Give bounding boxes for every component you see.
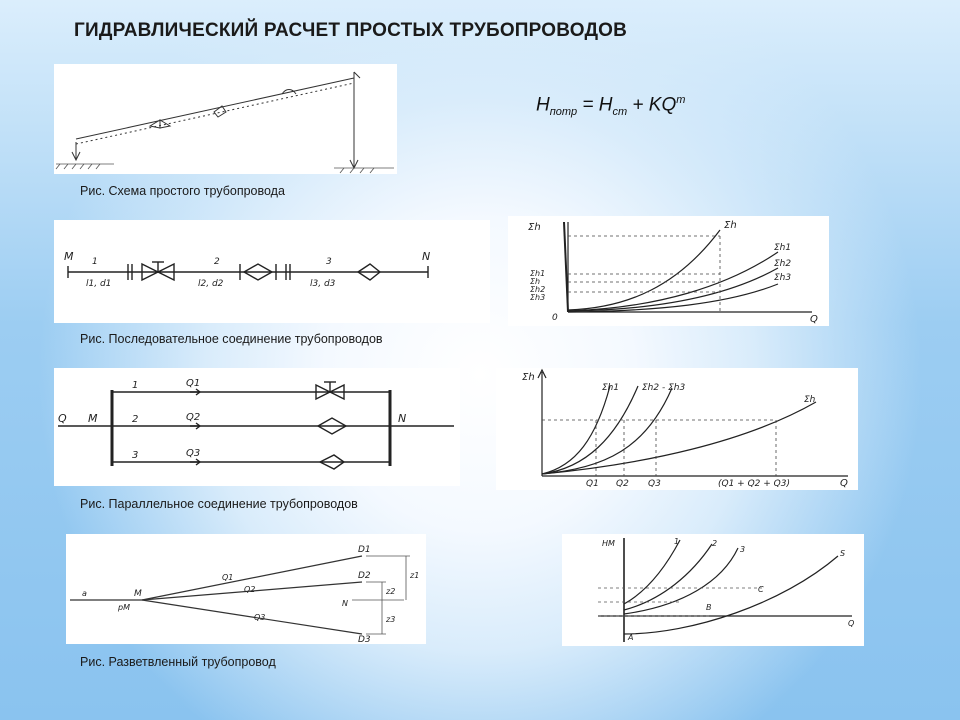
parallel-branch-1: 1 — [132, 380, 139, 391]
series-pipe-3: 3 — [326, 257, 332, 267]
branched-end-d2: D2 — [358, 571, 371, 581]
branched-chart-curve-1: 1 — [674, 537, 680, 546]
parallel-flow-q: Q — [58, 412, 67, 425]
parallel-chart-x-axis: Q — [840, 478, 848, 489]
formula: $H_{потр} = H_{ст} + KQ^m$ — [536, 94, 686, 119]
series-chart-diagram — [508, 216, 829, 326]
series-chart-curve-total: Σh — [724, 220, 737, 231]
parallel-chart-curve-total: Σh — [804, 395, 816, 405]
branched-chart-curve-3: 3 — [740, 545, 746, 554]
series-chart-origin: 0 — [552, 313, 558, 323]
parallel-chart-x-sum: (Q1 + Q2 + Q3) — [718, 479, 790, 489]
series-chart-figure — [508, 216, 829, 326]
series-pipe-2: 2 — [214, 257, 220, 267]
branched-node-a: a — [82, 589, 87, 598]
parallel-chart-x-q1: Q1 — [586, 479, 599, 489]
branched-chart-x-axis: Q — [848, 619, 855, 628]
branched-chart-curve-s: S — [840, 549, 846, 558]
series-node-m: M — [64, 250, 74, 263]
series-chart-x-axis: Q — [810, 314, 818, 325]
branched-end-d3: D3 — [358, 635, 371, 644]
caption-parallel: Рис. Параллельное соединение трубопроводов — [80, 497, 358, 511]
branched-chart-point-a: A — [628, 633, 634, 642]
branched-height-z2: z2 — [386, 587, 396, 596]
parallel-chart-figure — [496, 368, 858, 490]
parallel-flow-q2: Q2 — [186, 412, 201, 423]
parallel-chart-curve-1: Σh1 — [602, 383, 620, 393]
branched-flow-q1: Q1 — [222, 573, 234, 582]
branched-scheme-diagram — [66, 534, 426, 644]
caption-series: Рис. Последовательное соединение трубопроводов — [80, 332, 383, 346]
parallel-chart-y-top: Σh — [522, 372, 535, 383]
series-scheme-figure — [54, 220, 490, 323]
branched-pressure-m: pM — [118, 603, 130, 612]
branched-height-z3: z3 — [386, 615, 396, 624]
parallel-scheme-diagram — [54, 368, 460, 486]
branched-chart-point-b: B — [706, 603, 712, 612]
series-chart-y-2: Σh — [530, 277, 541, 286]
series-chart-y-top: Σh — [528, 222, 541, 233]
simple-pipeline-figure — [54, 64, 397, 174]
branched-chart-y-top: HM — [602, 539, 615, 548]
parallel-chart-x-q2: Q2 — [616, 479, 629, 489]
caption-simple-pipeline: Рис. Схема простого трубопровода — [80, 184, 285, 198]
parallel-flow-q3: Q3 — [186, 448, 201, 459]
series-chart-curve-3: Σh3 — [774, 273, 792, 283]
caption-branched: Рис. Разветвленный трубопровод — [80, 655, 276, 669]
simple-pipeline-diagram — [54, 64, 397, 174]
series-pipe-2-params: l2, d2 — [198, 279, 224, 289]
parallel-chart-diagram — [496, 368, 858, 490]
parallel-scheme-figure — [54, 368, 460, 486]
parallel-node-n: N — [398, 412, 407, 425]
branched-chart-figure — [562, 534, 864, 646]
parallel-branch-3: 3 — [132, 450, 139, 461]
page-title: ГИДРАВЛИЧЕСКИЙ РАСЧЕТ ПРОСТЫХ ТРУБОПРОВОДОВ — [74, 20, 628, 41]
branched-chart-curve-2: 2 — [712, 539, 718, 548]
branched-flow-q2: Q2 — [244, 585, 256, 594]
parallel-branch-2: 2 — [132, 414, 139, 425]
branched-height-z1: z1 — [410, 571, 420, 580]
series-chart-y-1: Σh1 — [530, 269, 546, 278]
parallel-node-m: M — [88, 412, 98, 425]
parallel-chart-curve-2: Σh2 - Σh3 — [642, 383, 686, 393]
branched-node-m: M — [134, 589, 142, 599]
branched-chart-diagram — [562, 534, 864, 646]
series-pipe-1: 1 — [92, 257, 98, 267]
parallel-flow-q1: Q1 — [186, 378, 201, 389]
branched-end-d1: D1 — [358, 545, 371, 555]
branched-flow-q3: Q3 — [254, 613, 266, 622]
branched-scheme-figure — [66, 534, 426, 644]
series-chart-y-4: Σh3 — [530, 293, 546, 302]
branched-chart-point-c: C — [758, 585, 764, 594]
parallel-chart-x-q3: Q3 — [648, 479, 661, 489]
series-chart-curve-1: Σh1 — [774, 243, 792, 253]
series-node-n: N — [422, 250, 431, 263]
series-pipe-1-params: l1, d1 — [86, 279, 112, 289]
series-pipe-3-params: l3, d3 — [310, 279, 336, 289]
series-chart-y-3: Σh2 — [530, 285, 546, 294]
series-chart-curve-2: Σh2 — [774, 259, 792, 269]
branched-level-n: N — [342, 599, 348, 608]
series-scheme-diagram — [54, 220, 490, 323]
